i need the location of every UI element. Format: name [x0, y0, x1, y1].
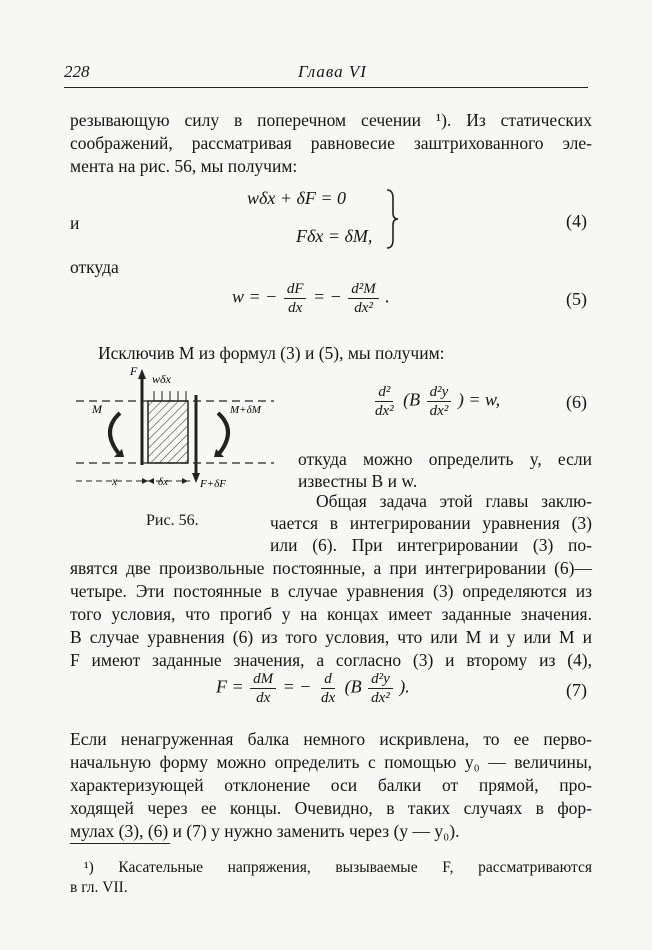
eq6-close: ): [457, 389, 464, 410]
text-line: резывающую силу в поперечном сечении ¹). Из статических: [70, 110, 592, 130]
equation-4-line2: Fδx = δM,: [296, 226, 373, 246]
eq5-mid: = −: [312, 286, 342, 307]
fraction-numerator: d²y: [368, 670, 393, 689]
fraction-denominator: dx²: [429, 403, 449, 419]
fraction-denominator: dx²: [375, 403, 394, 419]
eq7-fraction-2: [318, 670, 338, 707]
text-line: чается в интегрировании уравнения (3): [270, 513, 592, 533]
text-line: известны B и w.: [298, 471, 418, 491]
label-x: x: [112, 474, 118, 488]
footnote-rule: [70, 843, 170, 844]
eq7-mid: = −: [282, 676, 312, 697]
fraction-denominator: dx: [288, 300, 303, 316]
equation-4-line1: wδx + δF = 0: [247, 188, 347, 208]
figure-caption: Рис. 56.: [146, 512, 199, 529]
eq5-lhs: w = −: [232, 286, 278, 307]
text-line: мулах (3), (6) и (7) y нужно заменить через (y — y₀).: [70, 821, 460, 841]
text-line: или (6). При интегрировании (3) по-: [270, 535, 592, 555]
fraction-denominator: dx: [256, 690, 271, 706]
page-number: 228: [64, 62, 90, 81]
fraction-numerator: d²M: [348, 280, 379, 299]
text-line: соображений, рассматривая равновесие заштрихованного эле-: [70, 133, 592, 153]
word-and: и: [70, 213, 80, 233]
text-line: откуда можно определить y, если: [298, 449, 592, 469]
equation-number-6: (6): [566, 392, 587, 412]
eq6-rhs: = w,: [468, 389, 501, 410]
text-line: F имеют заданные значения, а согласно (3) и второму из (4),: [70, 650, 592, 670]
text-line: В случае уравнения (6) из того условия, что или M и y или M и: [70, 627, 592, 647]
text-line: Если ненагруженная балка немного искривлена, то ее перво-: [70, 729, 592, 749]
right-brace: [385, 188, 399, 250]
header-rule: [64, 87, 588, 88]
fraction-numerator: d²y: [427, 383, 452, 402]
fraction-denominator: dx²: [354, 300, 373, 316]
equation-6: [370, 383, 500, 420]
fraction-numerator: d²: [375, 383, 393, 402]
eq7-close: ).: [399, 676, 410, 697]
footnote-line: ¹) Касательные напряжения, вызываемые F, рассматриваются: [84, 859, 592, 876]
fraction-numerator: dM: [250, 670, 276, 689]
fraction-denominator: dx²: [371, 690, 390, 706]
text-line: четыре. Эти постоянные в случае уравнения (3) определяются из: [70, 581, 592, 601]
fraction-numerator: dF: [284, 280, 307, 299]
eq5-fraction-1: [284, 280, 307, 317]
text-line: того условия, что прогиб y на концах имеет заданные значения.: [70, 604, 592, 624]
fraction-numerator: d: [321, 670, 335, 689]
chapter-title: Глава VI: [298, 62, 367, 81]
figure-56-beam-element: [70, 365, 280, 515]
text-line: Общая задача этой главы заклю-: [316, 491, 592, 511]
eq7-fraction-3: [368, 670, 393, 707]
word-otkuda: откуда: [70, 257, 119, 277]
eq6-fraction-2: [427, 383, 452, 420]
eq6-fraction-1: [372, 383, 397, 420]
eq7-open: (B: [344, 676, 362, 697]
label-F-plus-dF: F+δF: [200, 478, 226, 490]
fraction-denominator: dx: [320, 690, 336, 706]
text-line: начальную форму можно определить с помощью y₀ — величины,: [70, 752, 592, 772]
label-w-dx: wδx: [152, 372, 171, 386]
equation-5: [232, 280, 390, 317]
label-dx: δx: [158, 476, 168, 488]
text-line: явятся две произвольные постоянные, а при интегрировании (6)—: [70, 558, 592, 578]
eq7-lhs: F =: [216, 676, 244, 697]
eq6-open: (B: [403, 389, 421, 410]
text-line: Исключив M из формул (3) и (5), мы получим:: [98, 343, 445, 363]
equation-number-4: (4): [566, 211, 587, 231]
eq7-fraction-1: [250, 670, 276, 707]
equation-number-5: (5): [566, 289, 587, 309]
label-F: F: [130, 365, 138, 378]
equation-7: [216, 670, 410, 707]
eq5-end: .: [385, 286, 390, 307]
footnote-line: в гл. VII.: [70, 879, 128, 896]
equation-number-7: (7): [566, 680, 587, 700]
eq5-fraction-2: [348, 280, 379, 317]
label-M-plus-dM: M+δM: [230, 404, 261, 416]
text-line: ходящей через ее концы. Очевидно, в таких случаях в фор-: [70, 798, 592, 818]
label-M: M: [92, 402, 102, 416]
text-line: характеризующей отклонение оси балки от прямой, про-: [70, 775, 592, 795]
text-line: мента на рис. 56, мы получим:: [70, 156, 298, 176]
